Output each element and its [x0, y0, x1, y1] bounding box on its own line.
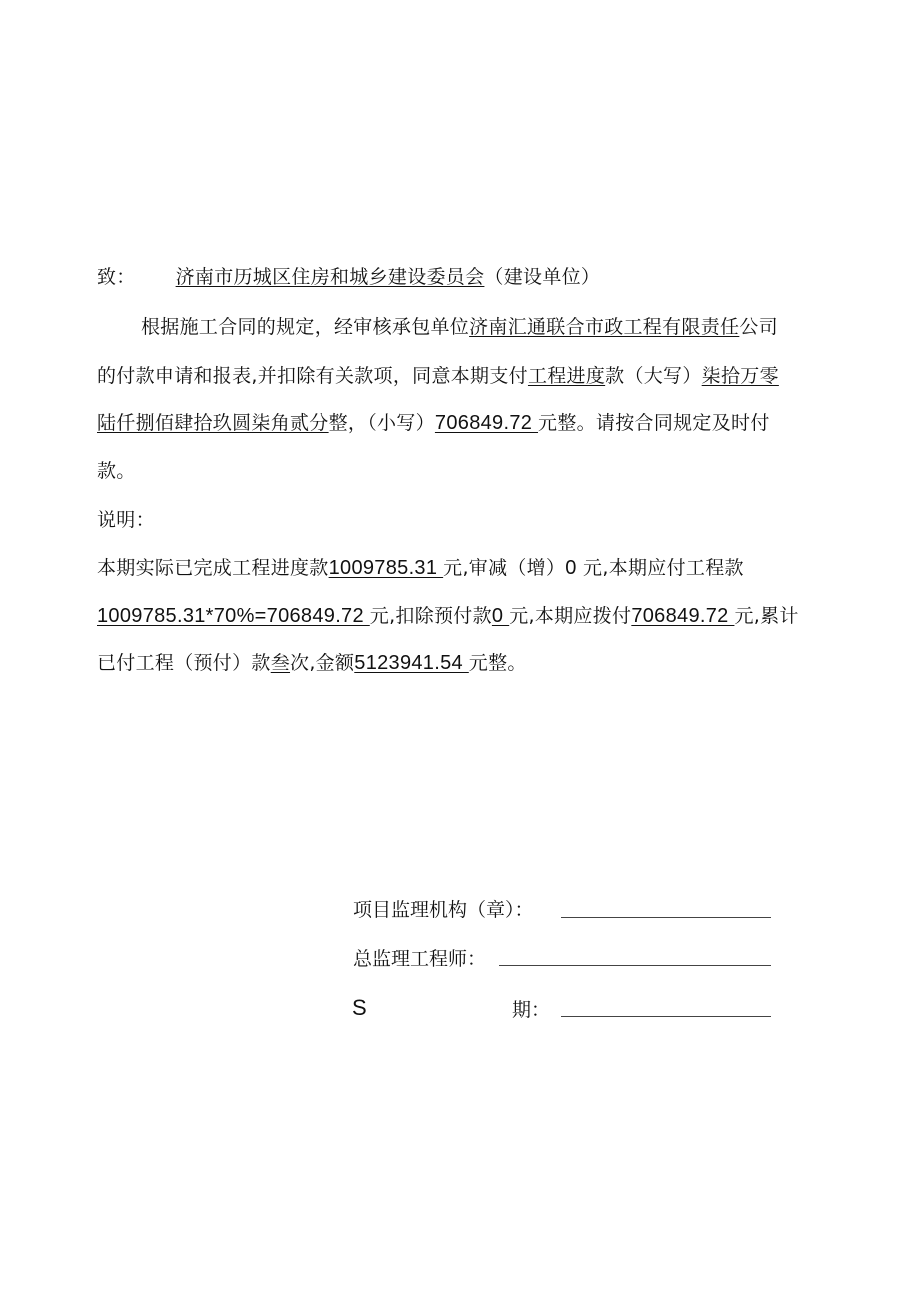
body-line-2 — [97, 364, 779, 388]
note-text: 元,本期应拨付 — [509, 605, 632, 627]
recipient-name: 济南市历城区住房和城乡建设委员会 — [175, 266, 485, 288]
body-line-4 — [97, 459, 136, 483]
payment-count: 叁 — [270, 652, 291, 674]
body-line-3 — [97, 411, 770, 435]
contractor-name: 济南汇通联合市政工程有限责任 — [469, 316, 740, 338]
recipient-role: （建设单位） — [484, 266, 601, 288]
chief-engineer-blank[interactable] — [499, 965, 771, 966]
cumulative-total: 5123941.54 — [354, 652, 469, 674]
body-text: 元整。请按合同规定及时付 — [538, 412, 770, 434]
completed-amount: 1009785.31 — [328, 557, 444, 579]
body-text: 整，（小写） — [328, 412, 435, 434]
body-text: 的付款申请和报表,并扣除有关款项，同意本期支付 — [97, 365, 528, 387]
note-line-2 — [97, 604, 799, 628]
note-text: 元,累计 — [734, 605, 799, 627]
amount-in-figures: 706849.72 — [434, 412, 539, 434]
body-text: 根据施工合同的规定，经审核承包单位 — [141, 316, 470, 338]
payment-item: 工程进度 — [527, 365, 606, 387]
body-text: 款（大写） — [605, 365, 702, 387]
supervision-org-label: 项目监理机构（章）： — [353, 899, 534, 921]
payable-calculation: 1009785.31*70%=706849.72 — [97, 605, 370, 627]
chief-engineer-label: 总监理工程师： — [353, 948, 487, 970]
note-line-1 — [97, 556, 744, 580]
body-text: 公司 — [739, 316, 778, 338]
note-text: 已付工程（预付）款 — [97, 652, 271, 674]
note-text: 本期实际已完成工程进度款 — [97, 557, 329, 579]
amount-in-words-part-1: 柒拾万零 — [701, 365, 779, 387]
body-line-1 — [141, 315, 778, 339]
note-text: 次,金额 — [290, 652, 355, 674]
date-blank[interactable] — [561, 1016, 771, 1017]
prepayment-amount: 0 — [491, 605, 510, 627]
addressee-label: 致： — [97, 266, 136, 288]
note-heading: 说明： — [97, 509, 155, 531]
date-prefix-glyph: S — [352, 995, 367, 1020]
date-label: 期： — [512, 999, 551, 1021]
allocated-amount: 706849.72 — [631, 605, 735, 627]
note-text: 元整。 — [468, 652, 527, 674]
supervision-org-blank[interactable] — [561, 917, 771, 918]
body-text: 款。 — [97, 460, 136, 482]
reduction-amount: 0 — [565, 557, 577, 579]
note-text: 元,本期应付工程款 — [576, 557, 744, 579]
note-text: 元,审减（增） — [443, 557, 566, 579]
addressee-line — [97, 265, 600, 289]
note-text: 元,扣除预付款 — [369, 605, 492, 627]
amount-in-words-part-2: 陆仟捌佰肆拾玖圆柒角贰分 — [97, 412, 329, 434]
note-label — [97, 508, 155, 532]
note-line-3 — [97, 651, 527, 675]
